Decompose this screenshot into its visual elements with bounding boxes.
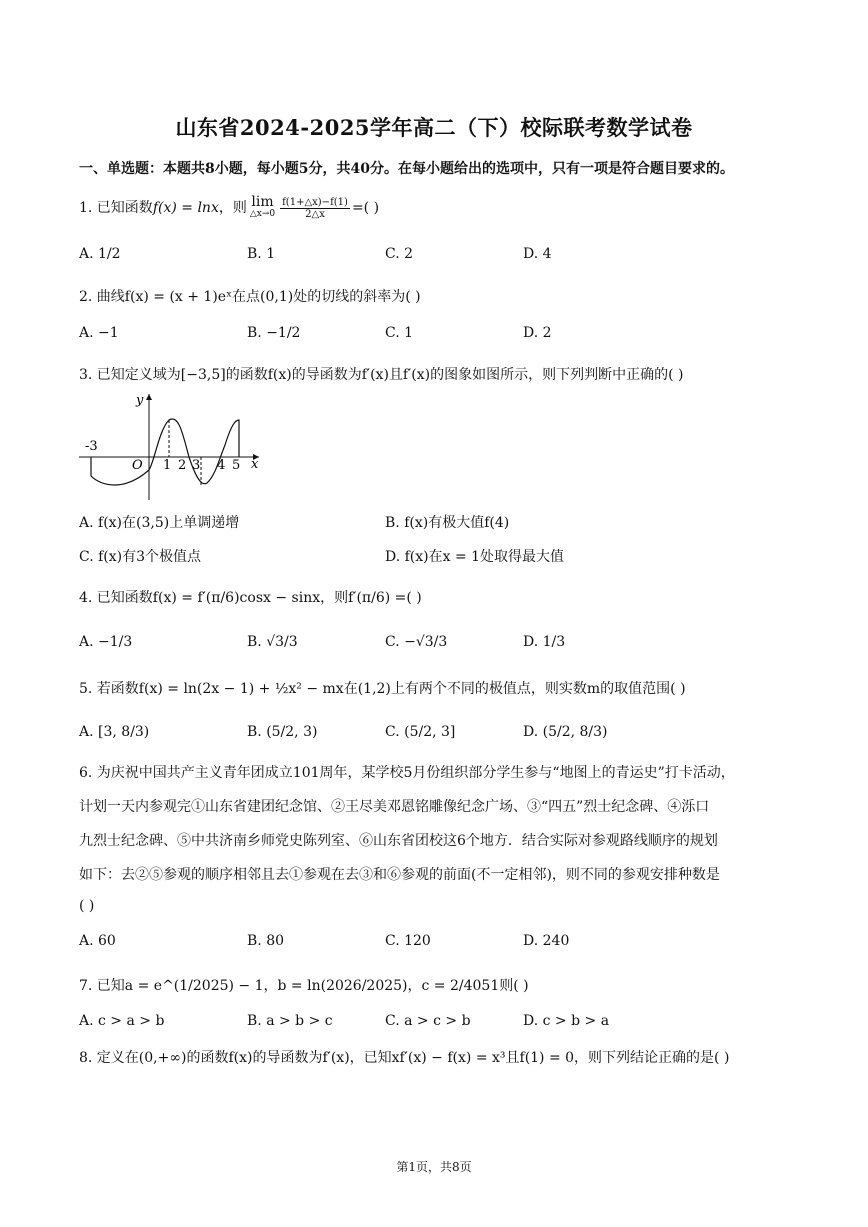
q4-option-c[interactable]: C. −√3/3 [385,634,448,650]
tick-label-5: 5 [232,458,241,473]
q1-limit [250,196,275,220]
x-axis-label: x [251,457,259,472]
q5-option-c[interactable]: C. (5/2, 3] [385,724,456,740]
q6-line-3: 九烈士纪念碑、⑤中共济南乡师党史陈列室、⑥山东省团校这6个地方．结合实际对参观路线顺序的规划 [79,833,718,849]
derivative-curve [91,419,239,485]
q6-option-d[interactable]: D. 240 [523,933,570,949]
q2-option-b[interactable]: B. −1/2 [247,325,301,341]
question-7-stem: 7. 已知a = e^(1/2025) − 1，b = ln(2026/2025)，c = 2/4051则( ) [79,978,529,994]
q1-lim-word: lim [251,194,274,210]
origin-label: O [132,458,143,473]
q1-lim-sub: △x→0 [249,209,276,219]
page-title: 山东省2024-2025学年高二（下）校际联考数学试卷 [175,115,693,140]
page-footer: 第1页，共8页 [396,1160,472,1174]
q5-option-b[interactable]: B. (5/2, 3) [247,724,318,740]
q1-function: f(x) = lnx [152,200,219,216]
question-1-stem [79,196,379,220]
y-axis-label: y [136,393,144,408]
q3-option-a[interactable]: A. f(x)在(3,5)上单调递增 [79,515,240,531]
tick-label-1: 1 [163,458,172,473]
tick-label-2: 2 [178,458,187,473]
q2-option-c[interactable]: C. 1 [385,325,414,341]
y-axis-arrow [146,394,152,400]
q4-option-b[interactable]: B. √3/3 [247,634,298,650]
q6-line-4: 如下：去②⑤参观的顺序相邻且去①参观在去③和⑥参观的前面(不一定相邻)，则不同的参观安排种数是 [79,867,720,883]
q1-option-b[interactable]: B. 1 [247,246,276,262]
section-heading: 一、单选题：本题共8小题，每小题5分，共40分。在每小题给出的选项中，只有一项是符合题目要求的。 [79,161,734,177]
q1-frac-num: f(1+△x)−f(1) [282,196,348,208]
q6-option-a[interactable]: A. 60 [79,933,116,949]
q3-option-b[interactable]: B. f(x)有极大值f(4) [385,515,510,531]
question-3-stem: 3. 已知定义域为[−3,5]的函数f(x)的导函数为f′(x)且f′(x)的图象如图所示，则下列判断中正确的( ) [79,367,684,383]
tick-label-3: 3 [192,458,201,473]
q1-option-a[interactable]: A. 1/2 [79,246,121,262]
q6-option-c[interactable]: C. 120 [385,933,431,949]
q6-line-5: ( ) [79,898,95,914]
q3-option-d[interactable]: D. f(x)在x = 1处取得最大值 [385,549,565,565]
question-8-stem: 8. 定义在(0,+∞)的函数f(x)的导函数为f′(x)，已知xf′(x) − f(x) = x³且f(1) = 0，则下列结论正确的是( ) [79,1050,730,1066]
question-4-stem: 4. 已知函数f(x) = f′(π/6)cosx − sinx，则f′(π/6) =( ) [79,590,422,606]
q1-stem-c: =( ) [351,200,380,216]
tick-label-neg3: -3 [85,439,98,454]
q2-option-d[interactable]: D. 2 [523,325,552,341]
q1-option-d[interactable]: D. 4 [523,246,552,262]
question-5-stem: 5. 若函数f(x) = ln(2x − 1) + ½x² − mx在(1,2)上有两个不同的极值点，则实数m的取值范围( ) [79,681,686,697]
q3-option-c[interactable]: C. f(x)有3个极值点 [79,549,202,565]
question-2-stem: 2. 曲线f(x) = (x + 1)eˣ在点(0,1)处的切线的斜率为( ) [79,289,421,305]
q6-line-1: 6. 为庆祝中国共产主义青年团成立101周年，某学校5月份组织部分学生参与“地图上的青运史”打卡活动， [79,765,735,781]
q4-option-a[interactable]: A. −1/3 [79,634,133,650]
q6-line-2: 计划一天内参观完①山东省建团纪念馆、②王尽美邓恩铭雕像纪念广场、③“四五”烈士纪念碑、④泺口 [79,799,710,815]
q7-option-c[interactable]: C. a > c > b [385,1013,471,1029]
q4-option-d[interactable]: D. 1/3 [523,634,566,650]
q1-stem-b: ，则 [218,200,247,216]
q5-option-a[interactable]: A. [3, 8/3) [79,724,150,740]
q1-option-c[interactable]: C. 2 [385,246,414,262]
q6-option-b[interactable]: B. 80 [247,933,285,949]
q1-frac-den: 2△x [305,208,325,220]
q1-stem-a: 1. 已知函数 [79,200,153,216]
q5-option-d[interactable]: D. (5/2, 8/3) [523,724,608,740]
q1-fraction [280,197,350,220]
tick-label-4: 4 [217,458,226,473]
derivative-graph [79,390,264,502]
q7-option-d[interactable]: D. c > b > a [523,1013,610,1029]
q7-option-b[interactable]: B. a > b > c [247,1013,333,1029]
q7-option-a[interactable]: A. c > a > b [79,1013,165,1029]
q2-option-a[interactable]: A. −1 [79,325,119,341]
